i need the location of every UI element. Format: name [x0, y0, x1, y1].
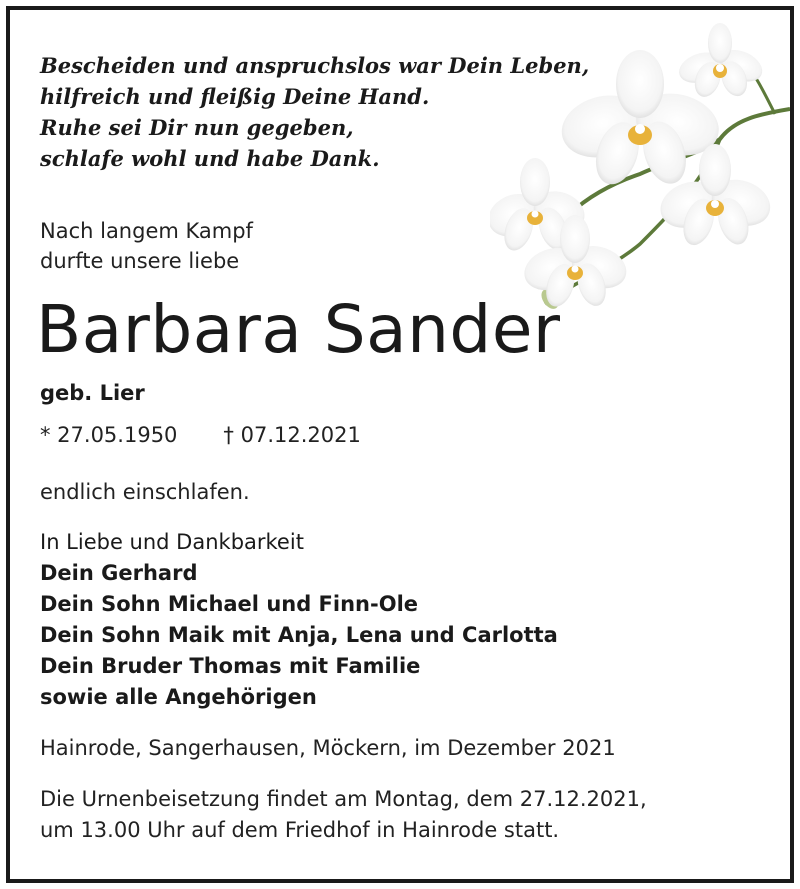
intro-line: Nach langem Kampf — [40, 219, 253, 243]
place-and-date: Hainrode, Sangerhausen, Möckern, im Dezember 2021 — [40, 736, 616, 760]
intro-text — [40, 216, 253, 276]
mourner-name: Dein Gerhard — [40, 561, 198, 585]
maiden-name: geb. Lier — [40, 381, 145, 405]
death-date: † 07.12.2021 — [223, 423, 361, 447]
birth-date: * 27.05.1950 — [40, 423, 178, 447]
closing-phrase: endlich einschlafen. — [40, 480, 250, 504]
mourner-name: Dein Sohn Michael und Finn-Ole — [40, 592, 419, 616]
mourners-block — [40, 527, 558, 713]
mourner-name: Dein Bruder Thomas mit Familie — [40, 654, 421, 678]
poem-line: hilfreich und fleißig Deine Hand. — [40, 84, 430, 109]
mourner-name: sowie alle Angehörigen — [40, 685, 317, 709]
funeral-line: Die Urnenbeisetzung findet am Montag, dem 27.12.2021, — [40, 787, 647, 811]
intro-line: durfte unsere liebe — [40, 249, 240, 273]
deceased-name: Barbara Sander — [36, 291, 561, 368]
poem-line: Ruhe sei Dir nun gegeben, — [40, 115, 354, 140]
poem-line: Bescheiden und anspruchslos war Dein Leben, — [40, 53, 590, 78]
funeral-info — [40, 784, 647, 846]
poem — [40, 50, 589, 174]
life-dates — [40, 420, 361, 450]
poem-line: schlafe wohl und habe Dank. — [40, 146, 380, 171]
funeral-line: um 13.00 Uhr auf dem Friedhof in Hainrode statt. — [40, 818, 560, 842]
mourners-intro: In Liebe und Dankbarkeit — [40, 530, 304, 554]
mourner-name: Dein Sohn Maik mit Anja, Lena und Carlotta — [40, 623, 558, 647]
